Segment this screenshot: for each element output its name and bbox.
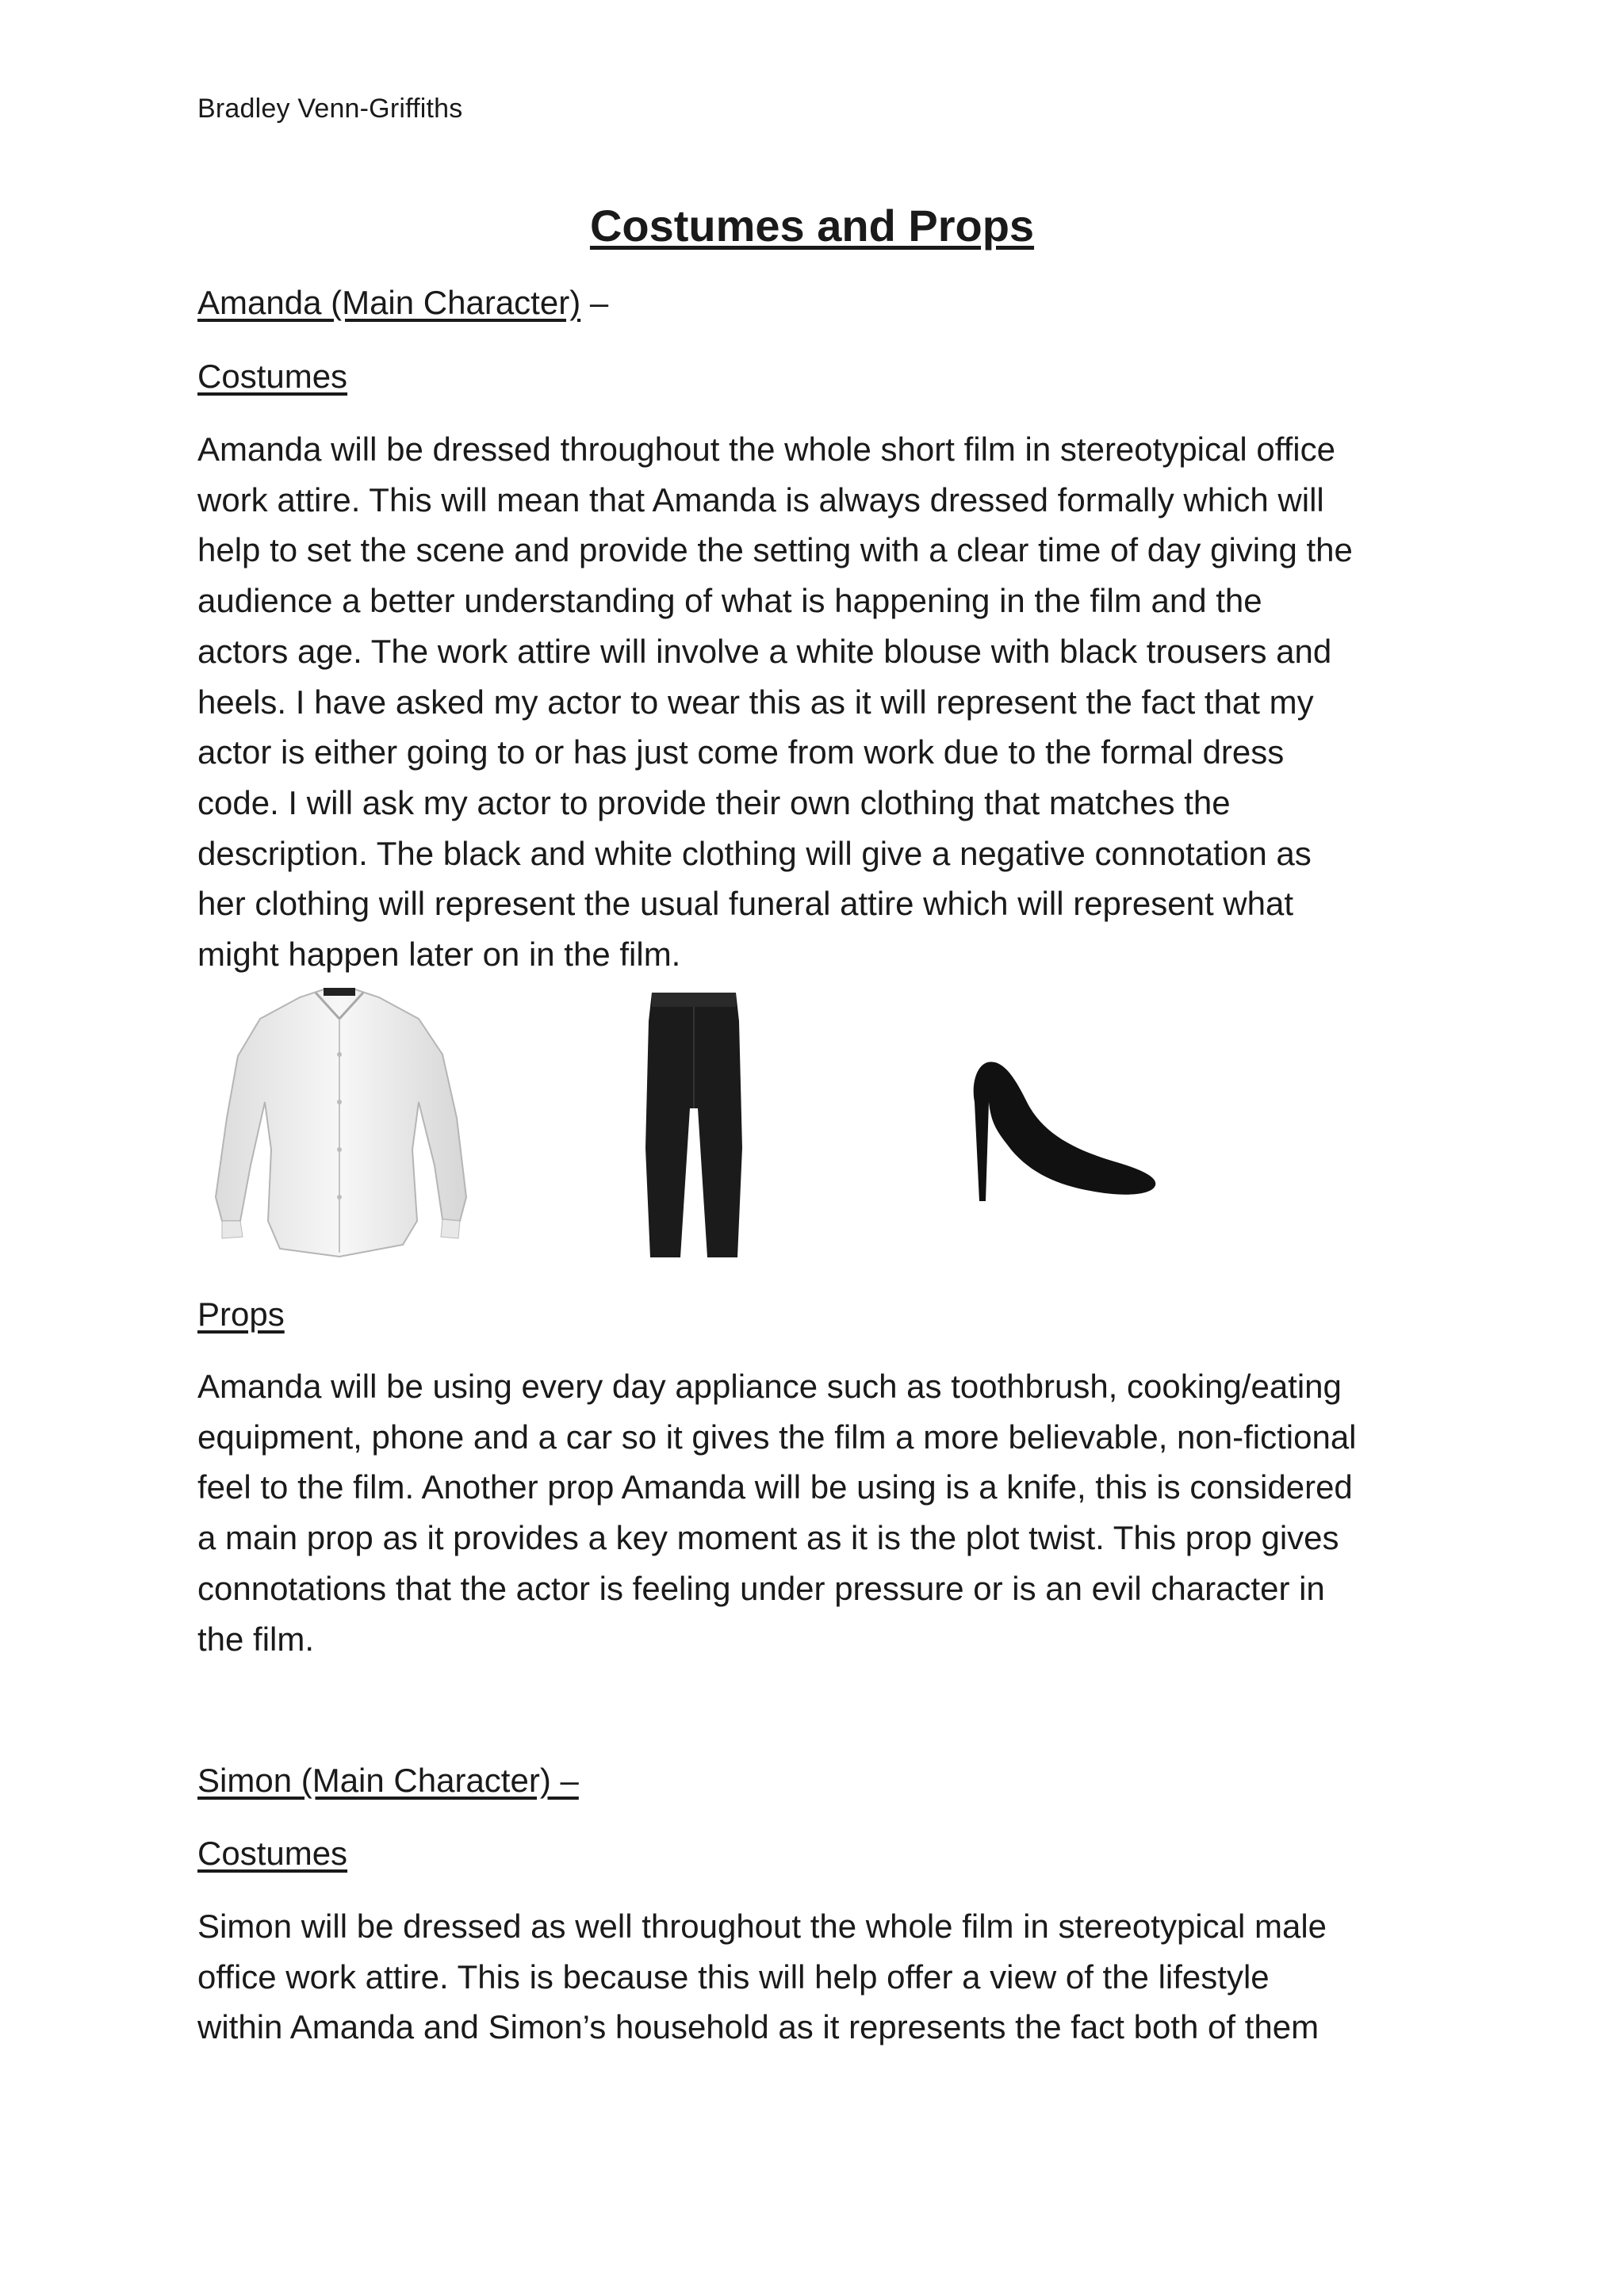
paragraph-line: actors age. The work attire will involve a white blouse with black trousers and	[197, 632, 1332, 670]
amanda-heading-label: Amanda (Main Character)	[197, 284, 581, 321]
black-trousers-image	[642, 989, 745, 1263]
amanda-heading-dash: –	[580, 284, 609, 321]
paragraph-line: Amanda will be dressed throughout the whole short film in stereotypical office	[197, 430, 1335, 468]
paragraph-line: Amanda will be using every day appliance such as toothbrush, cooking/eating	[197, 1368, 1342, 1405]
author-name: Bradley Venn-Griffiths	[197, 94, 463, 124]
paragraph-line: work attire. This will mean that Amanda is always dressed formally which will	[197, 480, 1324, 519]
paragraph-line: help to set the scene and provide the setting with a clear time of day giving the	[197, 531, 1353, 569]
amanda-props-heading	[197, 1295, 285, 1334]
amanda-props-paragraph	[197, 1361, 1450, 1664]
paragraph-line: code. I will ask my actor to provide their own clothing that matches the	[197, 783, 1231, 821]
simon-heading	[197, 1762, 579, 1800]
paragraph-line: office work attire. This is because this will help offer a view of the lifestyle	[197, 1957, 1270, 1996]
amanda-costumes-heading	[197, 358, 347, 396]
amanda-costumes-paragraph	[197, 424, 1450, 980]
paragraph-line: actor is either going to or has just come from work due to the formal dress	[197, 733, 1285, 771]
paragraph-line: heels. I have asked my actor to wear this as it will represent the fact that my	[197, 683, 1314, 721]
paragraph-line: feel to the film. Another prop Amanda will be using is a knife, this is considered	[197, 1468, 1353, 1506]
paragraph-line: her clothing will represent the usual funeral attire which will represent what	[197, 885, 1294, 923]
paragraph-line: the film.	[197, 1620, 315, 1658]
paragraph-line: audience a better understanding of what is happening in the film and the	[197, 582, 1262, 620]
paragraph-line: connotations that the actor is feeling under pressure or is an evil character in	[197, 1569, 1325, 1607]
simon-costumes-heading	[197, 1835, 347, 1873]
paragraph-line: within Amanda and Simon’s household as it represents the fact both of them	[197, 2008, 1320, 2046]
white-blouse-image	[205, 983, 474, 1265]
paragraph-line: might happen later on in the film.	[197, 936, 681, 974]
amanda-props-heading-label: Props	[197, 1295, 285, 1333]
paragraph-line: equipment, phone and a car so it gives the film a more believable, non-fictional	[197, 1418, 1357, 1456]
black-heel-image	[963, 1054, 1162, 1213]
paragraph-line: description. The black and white clothing will give a negative connotation as	[197, 834, 1312, 872]
amanda-heading	[197, 284, 608, 322]
simon-costumes-heading-label: Costumes	[197, 1835, 348, 1872]
amanda-costumes-heading-label: Costumes	[197, 358, 348, 395]
page-title: Costumes and Props	[589, 201, 1035, 251]
simon-costumes-paragraph	[197, 1901, 1450, 2053]
simon-heading-label: Simon (Main Character) –	[197, 1762, 579, 1799]
paragraph-line: Simon will be dressed as well throughout the whole film in stereotypical male	[197, 1908, 1327, 1945]
paragraph-line: a main prop as it provides a key moment as it is the plot twist. This prop gives	[197, 1519, 1339, 1557]
